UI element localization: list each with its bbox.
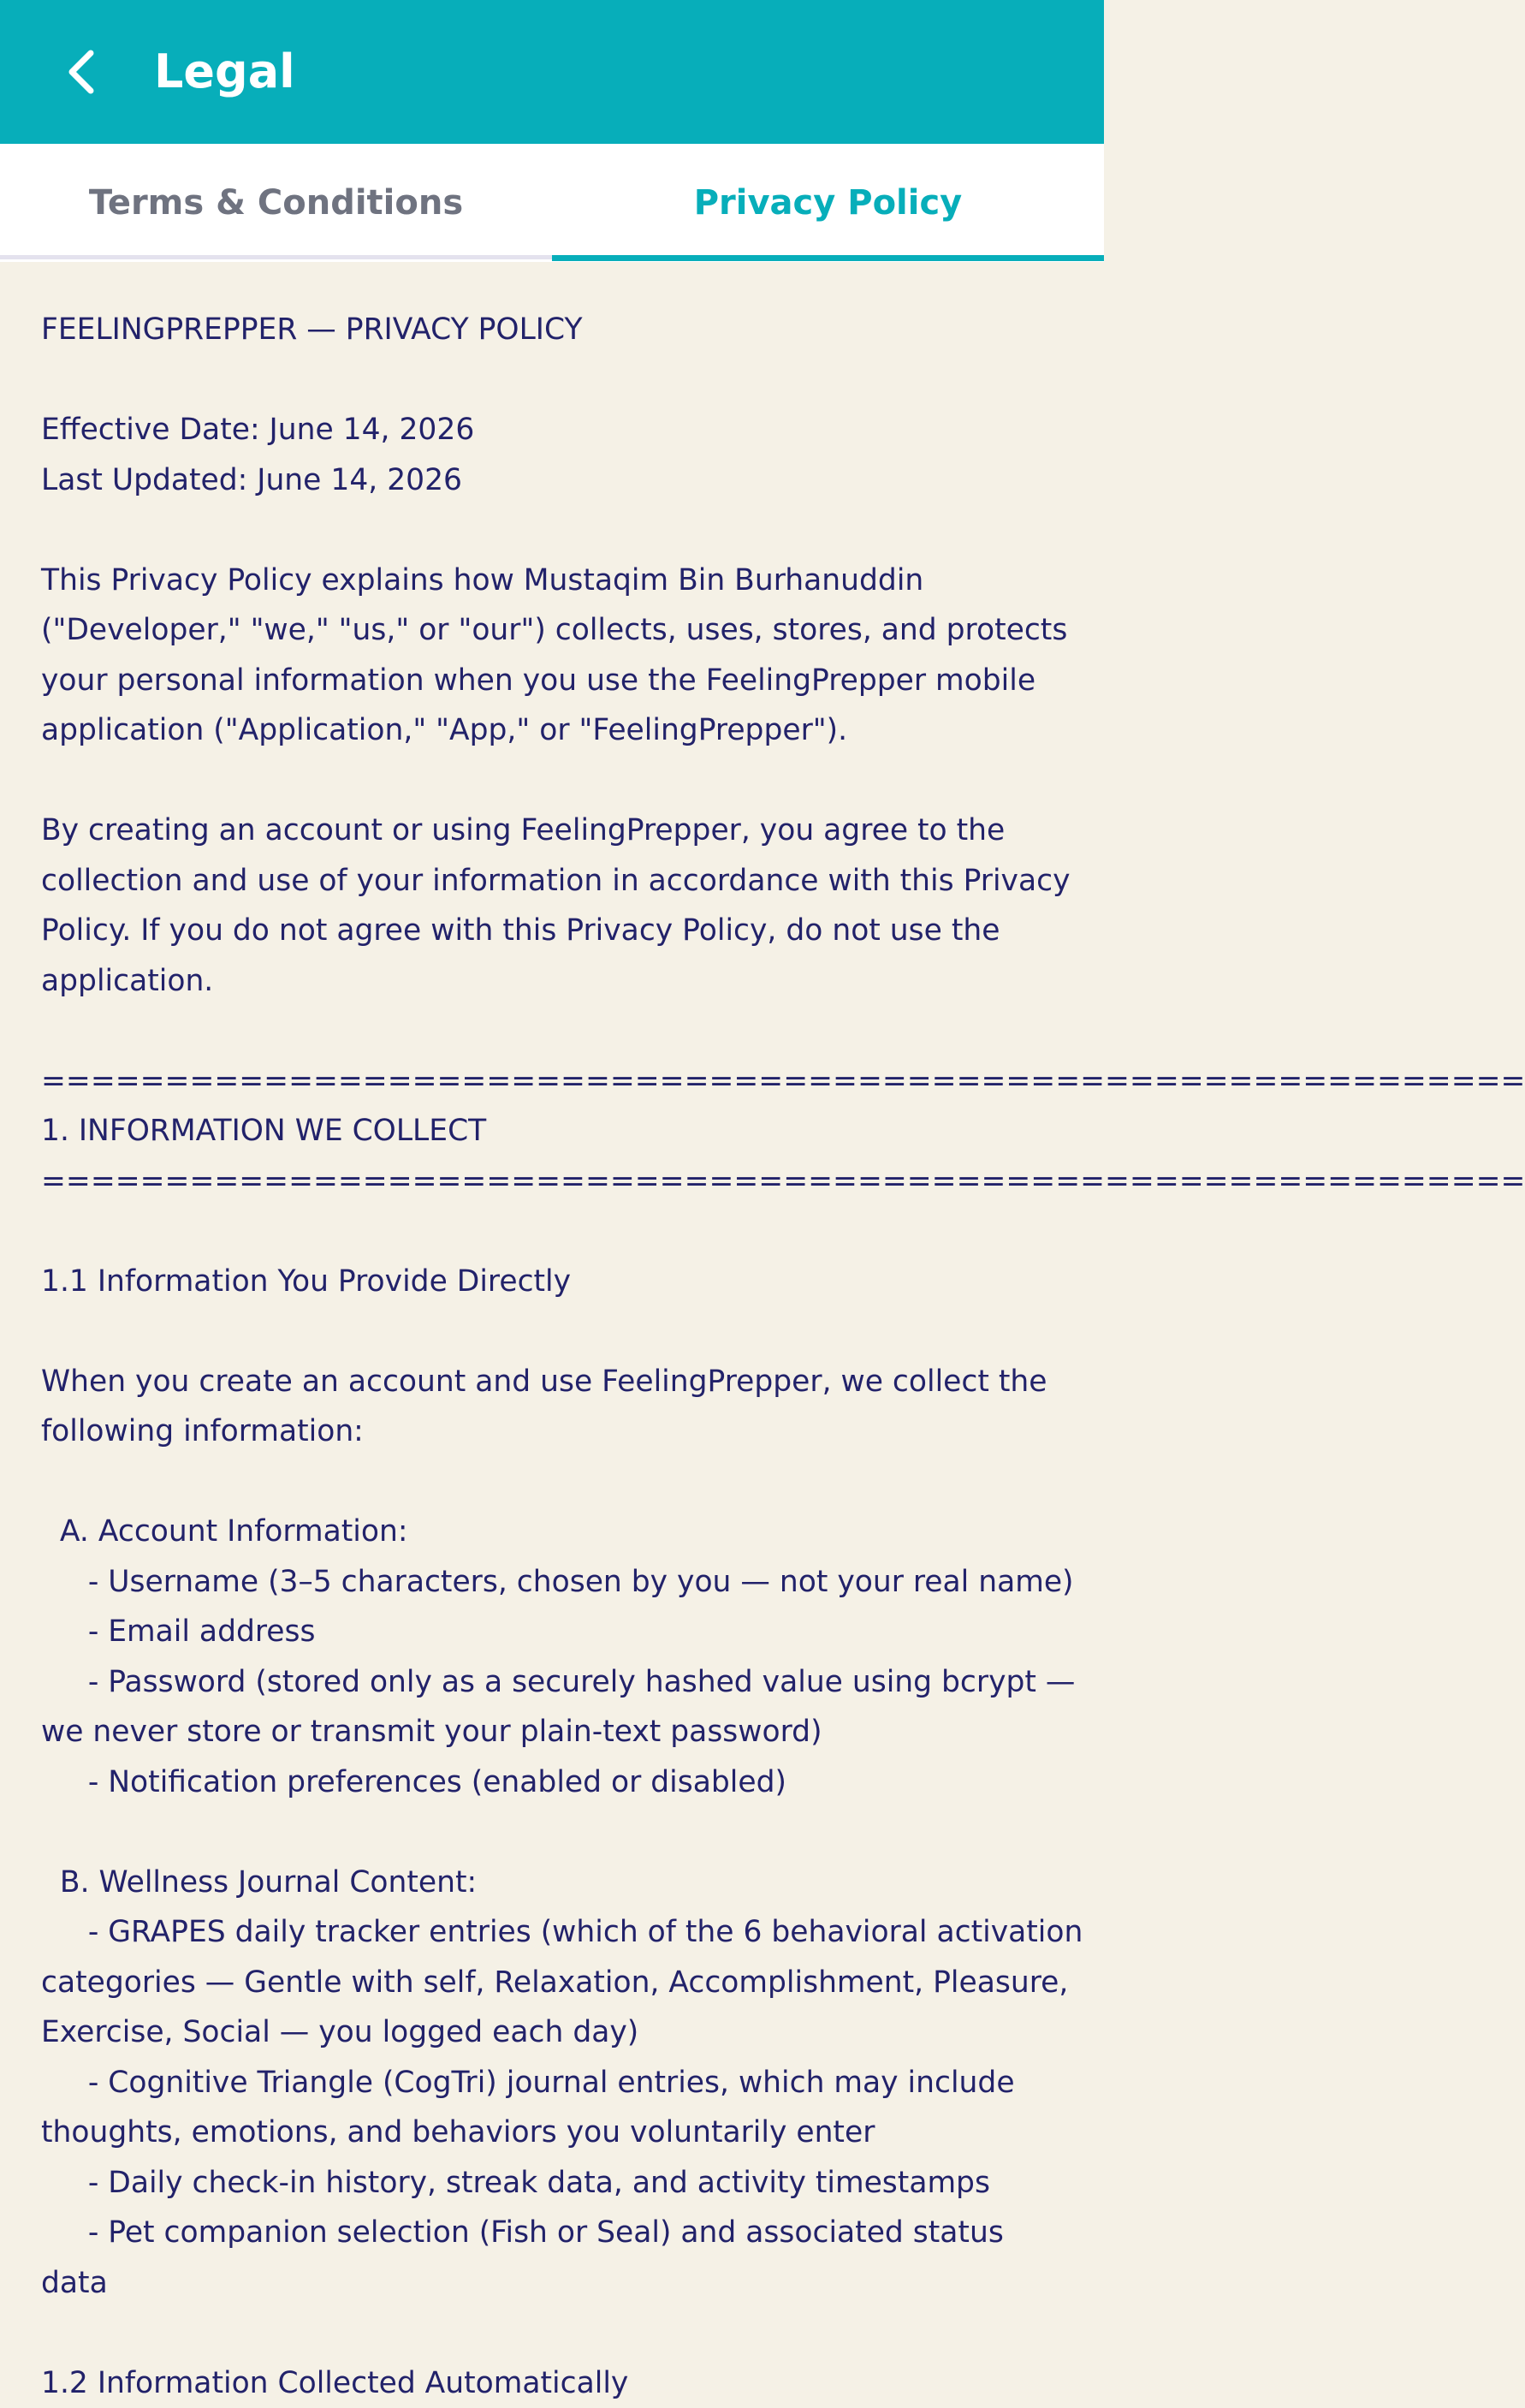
policy-line: - Username (3–5 characters, chosen by you — not your real name) [41, 1557, 1104, 1608]
policy-line: application ("Application," "App," or "FeelingPrepper"). [41, 705, 1104, 756]
policy-line: ============================================================ [41, 1056, 1104, 1107]
policy-line: Effective Date: June 14, 2026 [41, 405, 1104, 455]
policy-line: - Daily check-in history, streak data, and activity timestamps [41, 2158, 1104, 2209]
policy-line: - Pet companion selection (Fish or Seal) and associated status [41, 2208, 1104, 2258]
policy-line: B. Wellness Journal Content: [41, 1858, 1104, 1908]
blank-line [41, 355, 1104, 406]
blank-line [41, 2308, 1104, 2358]
blank-line [41, 505, 1104, 556]
policy-line: we never store or transmit your plain-text password) [41, 1707, 1104, 1757]
policy-line: When you create an account and use FeelingPrepper, we collect the [41, 1357, 1104, 1407]
blank-line [41, 756, 1104, 806]
policy-line: Last Updated: June 14, 2026 [41, 455, 1104, 506]
tab-bar [0, 144, 1104, 262]
policy-line: application. [41, 956, 1104, 1007]
policy-line: your personal information when you use the FeelingPrepper mobile [41, 656, 1104, 706]
blank-line [41, 1457, 1104, 1507]
policy-line: - Cognitive Triangle (CogTri) journal entries, which may include [41, 2058, 1104, 2108]
policy-line: Exercise, Social — you logged each day) [41, 2007, 1104, 2058]
policy-line: following information: [41, 1406, 1104, 1457]
policy-line: Policy. If you do not agree with this Privacy Policy, do not use the [41, 906, 1104, 956]
policy-line: By creating an account or using FeelingPrepper, you agree to the [41, 806, 1104, 856]
policy-line: collection and use of your information in accordance with this Privacy [41, 856, 1104, 907]
policy-line: A. Account Information: [41, 1507, 1104, 1557]
policy-line: data [41, 2258, 1104, 2309]
policy-line: 1. INFORMATION WE COLLECT [41, 1106, 1104, 1156]
tab-terms-conditions[interactable]: Terms & Conditions [0, 144, 552, 262]
back-button[interactable] [48, 38, 116, 106]
policy-line: thoughts, emotions, and behaviors you voluntarily enter [41, 2108, 1104, 2158]
policy-line: FEELINGPREPPER — PRIVACY POLICY [41, 305, 1104, 355]
blank-line [41, 1006, 1104, 1056]
policy-line: - GRAPES daily tracker entries (which of the 6 behavioral activation [41, 1907, 1104, 1958]
policy-line: This Privacy Policy explains how Mustaqim Bin Burhanuddin [41, 556, 1104, 606]
policy-line: - Email address [41, 1607, 1104, 1657]
policy-line: 1.2 Information Collected Automatically [41, 2358, 1104, 2408]
page-title: Legal [154, 36, 295, 108]
policy-line: categories — Gentle with self, Relaxation, Accomplishment, Pleasure, [41, 1958, 1104, 2008]
blank-line [41, 1206, 1104, 1257]
policy-text-scroll[interactable] [41, 305, 1104, 2393]
tab-privacy-policy[interactable]: Privacy Policy [552, 144, 1104, 262]
policy-line: ============================================================ [41, 1156, 1104, 1207]
app-bar [0, 0, 1104, 144]
tab-divider [0, 255, 552, 259]
policy-line: 1.1 Information You Provide Directly [41, 1257, 1104, 1307]
policy-line: ("Developer," "we," "us," or "our") collects, uses, stores, and protects [41, 605, 1104, 656]
blank-line [41, 1807, 1104, 1858]
chevron-left-icon [63, 46, 101, 98]
policy-line: - Password (stored only as a securely hashed value using bcrypt — [41, 1657, 1104, 1708]
policy-line: - Notification preferences (enabled or disabled) [41, 1757, 1104, 1808]
blank-line [41, 1306, 1104, 1357]
active-tab-indicator [552, 255, 1104, 261]
